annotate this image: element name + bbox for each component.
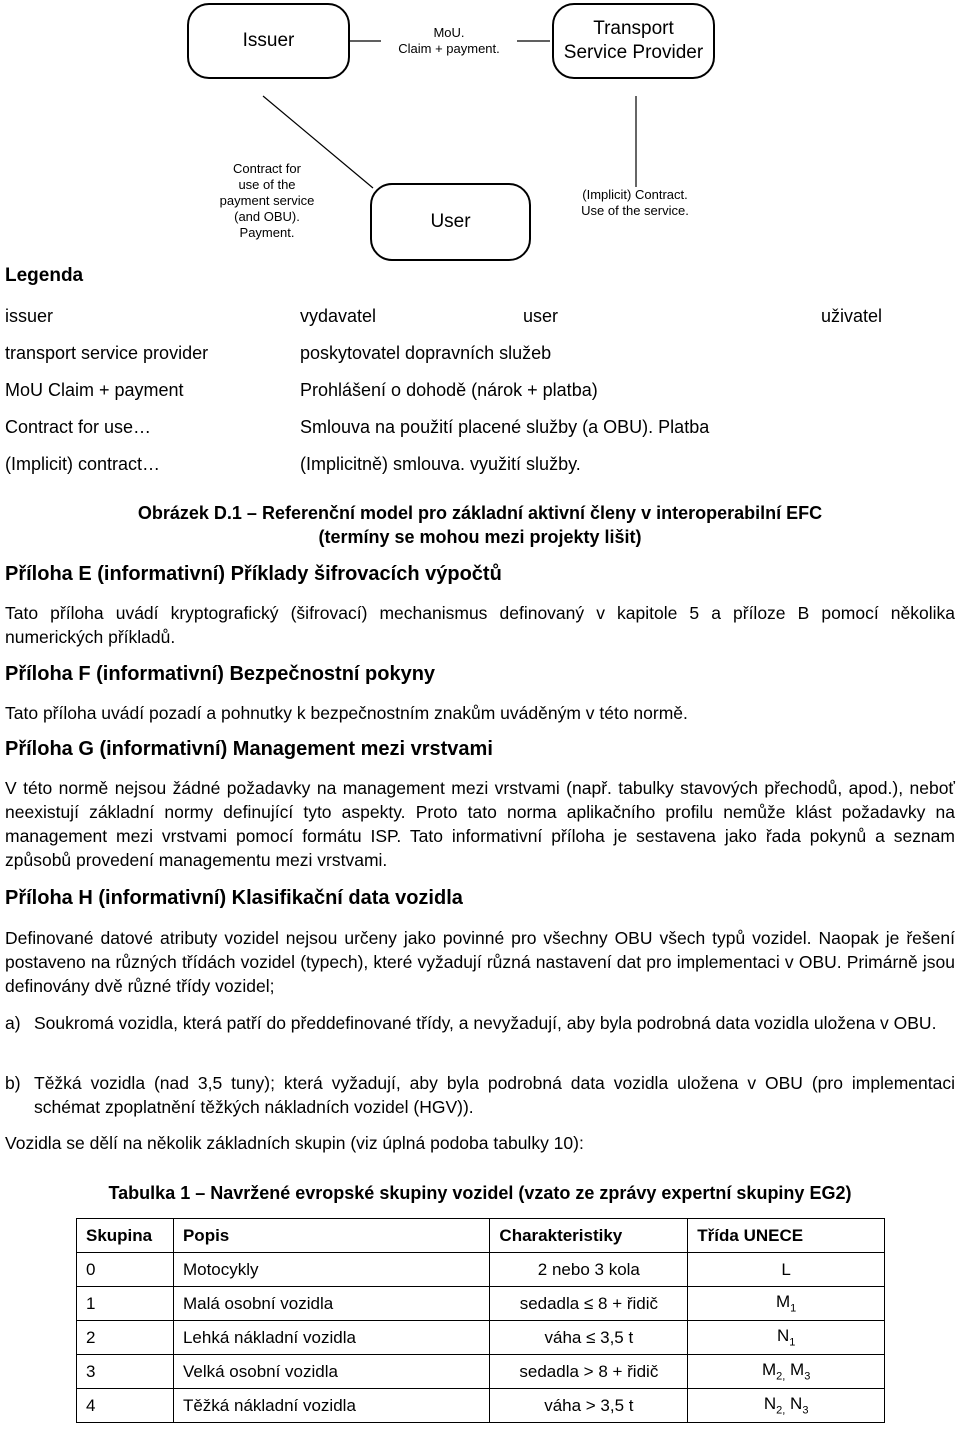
legend-term-user: user <box>523 306 559 326</box>
cell-unece-class: $N_1$ <box>688 1321 885 1355</box>
table-row <box>77 1321 885 1355</box>
cell-group: 3 <box>77 1355 174 1389</box>
list-item-b <box>5 1071 955 1119</box>
annex-e-heading: Příloha E (informativní) Příklady šifrovacích výpočtů <box>5 563 502 585</box>
cell-group: 0 <box>77 1253 174 1287</box>
issuer-label: Issuer <box>242 30 295 51</box>
annex-h-closing: Vozidla se dělí na několik základních skupin (viz úplná podoba tabulky 10): <box>5 1133 584 1153</box>
table-row <box>77 1355 885 1389</box>
cell-characteristics: váha ≤ 3,5 t <box>490 1321 688 1355</box>
annex-f-text: Tato příloha uvádí pozadí a pohnutky k bezpečnostním znakům uváděným v této normě. <box>5 703 688 723</box>
user-label: User <box>430 211 471 232</box>
legend-meaning-issuer: vydavatel <box>300 306 377 326</box>
list-item-a <box>5 1011 955 1035</box>
cell-characteristics: sedadla > 8 + řidič <box>490 1355 688 1389</box>
cell-group: 4 <box>77 1389 174 1423</box>
cell-description: Lehká nákladní vozidla <box>173 1321 489 1355</box>
cell-description: Motocykly <box>173 1253 489 1287</box>
cell-unece-class: $M_1$ <box>688 1287 885 1321</box>
header-unece-class: Třída UNECE <box>688 1219 885 1253</box>
table-row <box>77 1287 885 1321</box>
cell-unece-class: $M_{2,}$ $M_3$ <box>688 1355 885 1389</box>
legend-meaning-contract: Smlouva na použití placené služby (a OBU). Platba <box>300 417 710 437</box>
mou-label: MoU. Claim + payment. <box>381 25 517 57</box>
implicit-contract-label: (Implicit) Contract. Use of the service. <box>560 187 710 219</box>
header-characteristics: Charakteristiky <box>490 1219 688 1253</box>
figure-caption-line2: (termíny se mohou mezi projekty lišit) <box>318 527 642 547</box>
cell-description: Malá osobní vozidla <box>173 1287 489 1321</box>
cell-unece-class: $N_{2,}$ $N_3$ <box>688 1389 885 1423</box>
header-group: Skupina <box>77 1219 174 1253</box>
cell-group: 2 <box>77 1321 174 1355</box>
table-row <box>77 1253 885 1287</box>
annex-f-heading: Příloha F (informativní) Bezpečnostní pokyny <box>5 663 436 685</box>
annex-e-text: Tato příloha uvádí kryptografický (šifrovací) mechanismus definovaný v kapitole 5 a příloze B pomocí několika numerických příkladů. <box>5 603 955 647</box>
cell-unece-class: L <box>688 1253 885 1287</box>
user-box <box>370 183 531 261</box>
legend-title: Legenda <box>5 265 84 286</box>
figure-caption-line1: Obrázek D.1 – Referenční model pro základní aktivní členy v interoperabilní EFC <box>137 503 823 523</box>
annex-h-heading: Příloha H (informativní) Klasifikační data vozidla <box>5 887 463 909</box>
cell-characteristics: 2 nebo 3 kola <box>490 1253 688 1287</box>
legend-meaning-tsp: poskytovatel dopravních služeb <box>300 343 552 363</box>
vehicle-groups-table <box>76 1218 885 1423</box>
legend-term-mou: MoU Claim + payment <box>5 380 184 400</box>
cell-characteristics: váha > 3,5 t <box>490 1389 688 1423</box>
tsp-label-line1: Transport <box>593 18 674 39</box>
list-text-a: Soukromá vozidla, která patří do předdefinované třídy, a nevyžadují, aby byla podrobná data vozidla uložena v OBU. <box>34 1013 937 1033</box>
legend-term-contract: Contract for use… <box>5 417 152 437</box>
cell-group: 1 <box>77 1287 174 1321</box>
annex-g-text: V této normě nejsou žádné požadavky na management mezi vrstvami (např. tabulky stavových přechodů, apod.), neboť neexistují základní normy definující tyto aspekty. Proto tato norma aplikačního profilu nemůže klást požadavky na management mezi vrstvami pomocí formátu ISP. Tato informativní příloha je sestavena jako řada pokynů a seznam způsobů provedení managementu mezi vrstvami. <box>5 778 955 870</box>
cell-description: Těžká nákladní vozidla <box>173 1389 489 1423</box>
list-marker-b: b) <box>5 1073 21 1093</box>
legend-meaning-user: uživatel <box>821 306 883 326</box>
cell-characteristics: sedadla ≤ 8 + řidič <box>490 1287 688 1321</box>
legend-meaning-mou: Prohlášení o dohodě (nárok + platba) <box>300 380 598 400</box>
table-row <box>77 1389 885 1423</box>
table-header-row <box>77 1219 885 1253</box>
table-caption: Tabulka 1 – Navržené evropské skupiny vozidel (vzato ze zprávy expertní skupiny EG2) <box>108 1183 852 1203</box>
transport-service-provider-box <box>552 3 715 79</box>
legend-meaning-implicit: (Implicitně) smlouva. využití služby. <box>300 454 581 474</box>
contract-label: Contract for use of the payment service (and OBU). Payment. <box>197 161 337 241</box>
legend-term-issuer: issuer <box>5 306 54 326</box>
legend-term-implicit: (Implicit) contract… <box>5 454 161 474</box>
header-description: Popis <box>173 1219 489 1253</box>
list-marker-a: a) <box>5 1013 21 1033</box>
legend-term-tsp: transport service provider <box>5 343 209 363</box>
issuer-box <box>187 3 350 79</box>
annex-g-heading: Příloha G (informativní) Management mezi vrstvami <box>5 738 493 760</box>
cell-description: Velká osobní vozidla <box>173 1355 489 1389</box>
tsp-label-line2: Service Provider <box>563 42 704 63</box>
annex-h-text: Definované datové atributy vozidel nejsou určeny jako povinné pro všechny OBU všech typů vozidel. Naopak je řešení postaveno na různých třídách vozidel (typech), které vyžadují různá nastavení dat pro implementaci v OBU. Primárně jsou definovány dvě různé třídy vozidel; <box>5 928 955 996</box>
list-text-b: Těžká vozidla (nad 3,5 tuny); která vyžadují, aby byla podrobná data vozidla uložena v OBU (pro implementaci schémat zpoplatnění těžkých nákladních vozidel (HGV)). <box>34 1073 955 1117</box>
